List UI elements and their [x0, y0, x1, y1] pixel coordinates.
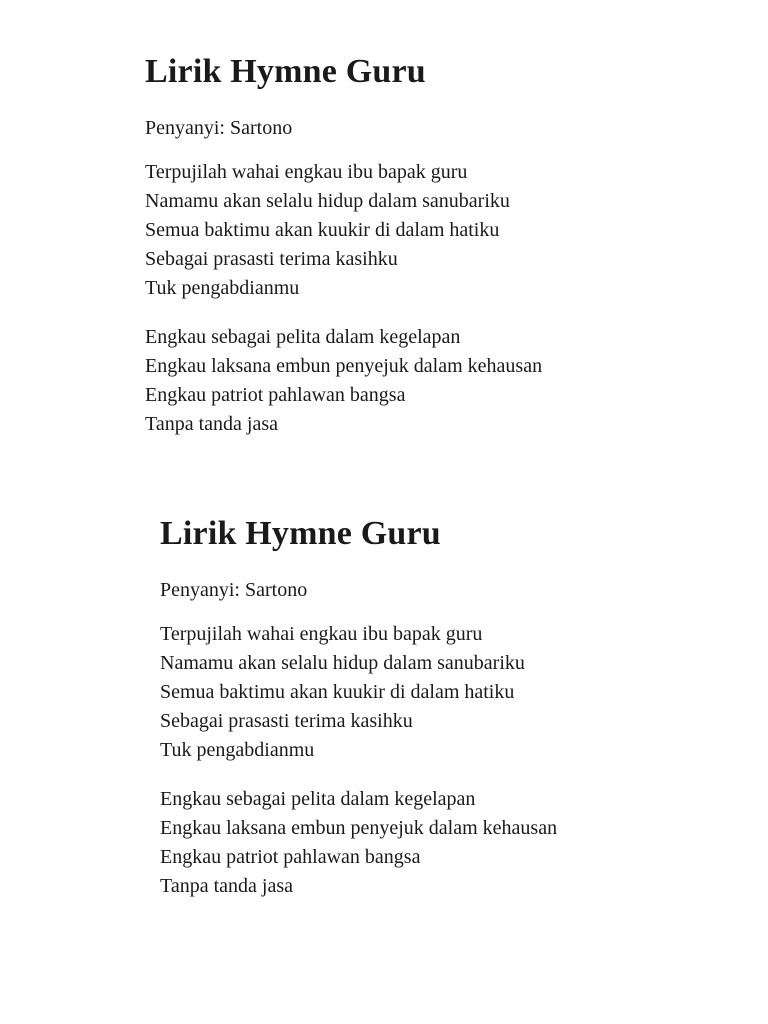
lyric-line: Namamu akan selalu hidup dalam sanubariku	[160, 652, 525, 674]
lyrics-title: Lirik Hymne Guru	[160, 515, 441, 552]
lyric-line: Tanpa tanda jasa	[160, 875, 293, 897]
lyric-line: Engkau laksana embun penyejuk dalam kehausan	[160, 817, 558, 839]
lyric-line: Engkau laksana embun penyejuk dalam kehausan	[145, 355, 543, 377]
lyrics-title: Lirik Hymne Guru	[145, 53, 426, 90]
lyric-line: Engkau patriot pahlawan bangsa	[145, 384, 406, 406]
stanza-1	[145, 158, 542, 303]
lyric-line: Namamu akan selalu hidup dalam sanubariku	[145, 190, 510, 212]
lyric-line: Tanpa tanda jasa	[145, 413, 278, 435]
singer-credit: Penyanyi: Sartono	[160, 579, 308, 601]
stanza-2	[145, 323, 542, 439]
lyric-line: Tuk pengabdianmu	[160, 739, 315, 761]
lyric-line: Engkau sebagai pelita dalam kegelapan	[160, 788, 476, 810]
lyric-line: Terpujilah wahai engkau ibu bapak guru	[145, 161, 468, 183]
lyrics-block-2	[160, 514, 557, 901]
lyric-line: Sebagai prasasti terima kasihku	[145, 248, 398, 270]
lyric-line: Engkau patriot pahlawan bangsa	[160, 846, 421, 868]
lyric-line: Terpujilah wahai engkau ibu bapak guru	[160, 623, 483, 645]
lyric-line: Sebagai prasasti terima kasihku	[160, 710, 413, 732]
singer-credit: Penyanyi: Sartono	[145, 117, 293, 139]
stanza-1	[160, 620, 557, 765]
stanza-2	[160, 785, 557, 901]
lyric-line: Engkau sebagai pelita dalam kegelapan	[145, 326, 461, 348]
lyric-line: Semua baktimu akan kuukir di dalam hatiku	[145, 219, 500, 241]
lyric-line: Tuk pengabdianmu	[145, 277, 300, 299]
lyrics-block-1	[145, 52, 542, 439]
lyric-line: Semua baktimu akan kuukir di dalam hatiku	[160, 681, 515, 703]
